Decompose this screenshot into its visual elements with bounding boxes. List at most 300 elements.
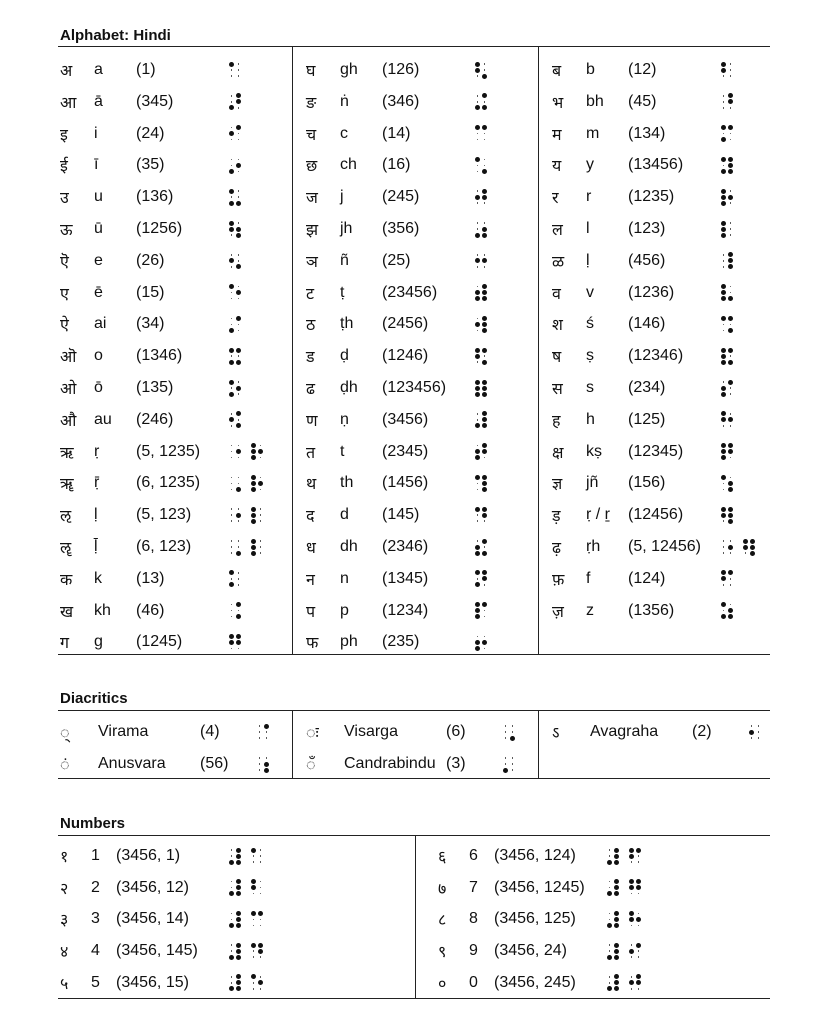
braille-cell [720,506,734,524]
braille-cell [720,474,734,492]
devanagari-char: उ [60,190,69,208]
braille-dot-raised [235,232,242,238]
braille-dot-empty [720,582,727,588]
braille-dot-empty [474,327,481,333]
braille-dot-raised [481,296,488,302]
devanagari-char: न [306,571,315,589]
braille-dot-raised [727,359,734,365]
dot-numbers: (3456, 1245) [494,878,585,896]
braille-cells [474,506,488,524]
transliteration: Candrabindu [344,755,436,772]
dot-numbers: (123456) [382,379,447,396]
braille-cell [256,755,270,773]
braille-dot-raised [509,735,516,741]
braille-cell [228,93,242,111]
braille-dot-empty [257,455,264,461]
braille-cell [720,379,734,397]
braille-cells [228,506,264,524]
braille-dot-empty [474,73,481,79]
devanagari-char: ट [306,285,315,303]
braille-cell [474,379,488,397]
braille-cell [250,942,264,960]
braille-dot-empty [235,582,242,588]
devanagari-char: ज्ञ [552,476,563,494]
braille-dot-raised [481,327,488,333]
braille-cell [250,974,264,992]
diacritics-top-rule [58,710,770,711]
dot-numbers: (1236) [628,283,675,301]
devanagari-char: म [552,126,562,144]
devanagari-char: ब [552,63,562,80]
dot-numbers: (5, 12456) [628,538,701,555]
devanagari-char: ल [552,222,563,239]
dot-numbers: (16) [382,156,411,174]
devanagari-char: ज [306,190,318,208]
braille-dot-raised [606,922,613,928]
braille-cell [628,910,642,928]
braille-cell [474,506,488,524]
dot-numbers: (3456, 15) [116,973,189,991]
devanagari-char: ५ [60,975,69,993]
dot-numbers: (1245) [136,633,183,651]
transliteration: gh [340,61,358,78]
devanagari-char: द [306,508,315,526]
braille-cells [606,910,642,928]
braille-dot-empty [257,486,264,492]
braille-dot-empty [755,735,762,741]
braille-cell [720,61,734,79]
braille-dot-empty [628,859,635,865]
transliteration: ō [94,379,103,396]
braille-cell [720,411,734,429]
transliteration: kh [94,601,111,619]
braille-dot-empty [250,891,257,897]
dot-numbers: (126) [382,61,420,78]
dot-numbers: (125) [628,410,666,428]
braille-dot-raised [235,200,242,206]
braille-dot-empty [228,645,235,651]
dot-numbers: (3456, 124) [494,847,576,864]
braille-cell [228,252,242,270]
braille-dot-empty [228,486,235,492]
devanagari-char: अ [60,63,73,80]
braille-dot-empty [635,859,642,865]
dot-numbers: (25) [382,251,411,269]
devanagari-char: ख [60,603,74,621]
braille-dot-empty [250,859,257,865]
braille-dot-empty [228,455,235,461]
braille-cell [720,347,734,365]
braille-dot-raised [720,296,727,302]
braille-cells [720,411,734,429]
braille-cells [474,633,488,651]
transliteration: b [586,61,595,78]
braille-dot-raised [250,518,257,524]
devanagari-char: छ [306,158,318,176]
braille-dot-empty [481,264,488,270]
braille-cell [720,93,734,111]
braille-cells [606,879,642,897]
braille-cell [720,125,734,143]
braille-cell [228,910,242,928]
braille-dot-empty [250,986,257,992]
devanagari-char: ज़ [552,603,564,621]
braille-dot-empty [727,200,734,206]
braille-dot-raised [613,954,620,960]
transliteration: g [94,633,103,651]
devanagari-char: स [552,381,563,398]
braille-dot-empty [235,455,242,461]
braille-cell [474,602,488,620]
braille-dot-empty [481,137,488,143]
braille-dot-raised [228,922,235,928]
braille-cells [720,156,734,174]
transliteration: v [586,283,594,301]
dot-numbers: (136) [136,188,174,206]
braille-dot-raised [474,582,481,588]
braille-dot-raised [250,455,257,461]
numbers-divider [415,836,416,998]
braille-cell [474,125,488,143]
braille-dot-raised [228,105,235,111]
braille-cell [720,315,734,333]
braille-dot-raised [481,168,488,174]
braille-cells [474,443,488,461]
braille-cells [474,570,488,588]
braille-cell [742,538,756,556]
braille-dot-empty [720,486,727,492]
braille-cell [228,347,242,365]
braille-dot-raised [235,550,242,556]
dot-numbers: (2345) [382,442,429,460]
braille-dot-empty [635,986,642,992]
braille-dot-raised [613,922,620,928]
braille-dot-raised [720,455,727,461]
braille-dot-raised [606,954,613,960]
dot-numbers: (146) [628,315,666,333]
devanagari-char: ए [60,285,69,303]
devanagari-char: ◌् [60,725,70,742]
dot-numbers: (26) [136,251,165,269]
devanagari-char: ७ [438,880,447,898]
braille-cell [250,879,264,897]
dot-numbers: (2346) [382,538,429,555]
braille-dot-raised [474,391,481,397]
braille-dot-empty [720,327,727,333]
braille-cell [502,723,516,741]
dot-numbers: (1235) [628,188,675,206]
dot-numbers: (3456, 1) [116,847,181,864]
devanagari-char: ष [552,349,562,367]
braille-cells [474,156,488,174]
braille-cell [606,879,620,897]
braille-dot-raised [749,550,756,556]
devanagari-char: आ [60,94,77,112]
braille-cells [720,443,734,461]
braille-dot-empty [727,455,734,461]
dot-numbers: (346) [382,92,420,110]
braille-cell [720,570,734,588]
braille-cell [720,252,734,270]
dot-numbers: (3456, 14) [116,910,189,928]
braille-dot-empty [228,73,235,79]
braille-cell [228,443,242,461]
dot-numbers: (45) [628,92,657,110]
dot-numbers: (6) [446,723,466,740]
braille-cell [628,847,642,865]
transliteration: c [340,124,348,142]
transliteration: y [586,156,594,174]
devanagari-char: ध [306,540,316,557]
braille-cell [474,538,488,556]
braille-cells [228,61,242,79]
braille-dot-raised [228,891,235,897]
braille-cells [720,220,734,238]
alphabet-title: Alphabet: Hindi [60,27,171,44]
dot-numbers: (356) [382,220,420,237]
dot-numbers: (1346) [136,347,183,365]
devanagari-char: ८ [438,912,447,930]
braille-cells [474,602,488,620]
transliteration: 8 [469,910,478,928]
braille-dot-empty [474,359,481,365]
braille-dot-empty [235,137,242,143]
braille-dot-empty [474,264,481,270]
devanagari-char: व [552,285,561,303]
braille-cells [228,474,264,492]
dot-numbers: (23456) [382,283,438,301]
braille-dot-empty [474,486,481,492]
devanagari-char: थ [306,476,317,494]
transliteration: ṛ [94,442,100,460]
braille-dot-empty [235,518,242,524]
braille-dot-empty [481,645,488,651]
braille-dot-empty [256,767,263,773]
transliteration: ñ [340,251,349,269]
braille-cells [474,315,488,333]
transliteration: i [94,124,98,142]
transliteration: ā [94,92,103,110]
braille-dot-empty [263,735,270,741]
devanagari-char: घ [306,63,316,80]
braille-dot-empty [228,550,235,556]
braille-dot-raised [235,859,242,865]
braille-cell [720,156,734,174]
braille-cells [228,910,264,928]
braille-cells [474,61,488,79]
devanagari-char: श [552,317,563,335]
braille-dot-empty [228,614,235,620]
devanagari-char: ९ [438,944,447,962]
braille-cells [474,474,488,492]
braille-cells [474,252,488,270]
braille-cells [474,125,488,143]
braille-cell [228,220,242,238]
braille-cell [720,188,734,206]
braille-dot-empty [257,922,264,928]
dot-numbers: (6, 123) [136,538,192,555]
braille-cells [748,723,762,741]
braille-cells [502,755,516,773]
braille-dot-empty [257,986,264,992]
transliteration: ph [340,633,358,651]
braille-cells [228,602,242,620]
transliteration: j [340,188,344,206]
braille-dot-raised [228,168,235,174]
devanagari-char: ओ [60,381,77,398]
braille-cell [250,538,264,556]
devanagari-char: ग [60,635,70,653]
transliteration: dh [340,538,358,555]
braille-cell [228,942,242,960]
braille-dot-empty [727,105,734,111]
braille-cells [474,411,488,429]
dot-numbers: (15) [136,283,165,301]
braille-dot-raised [235,614,242,620]
transliteration: t [340,442,345,460]
transliteration: ḍh [340,379,358,396]
braille-dot-raised [613,891,620,897]
transliteration: 1 [91,847,100,864]
dot-numbers: (1456) [382,474,429,492]
devanagari-char: फ़ [552,571,565,589]
transliteration: 7 [469,878,478,896]
dot-numbers: (3456, 12) [116,878,189,896]
braille-cells [228,633,242,651]
braille-cell [228,474,242,492]
braille-dot-empty [727,423,734,429]
braille-dot-empty [257,518,264,524]
braille-dot-empty [235,105,242,111]
devanagari-char: च [306,126,317,144]
braille-dot-raised [481,550,488,556]
braille-cells [228,538,264,556]
braille-dot-raised [481,73,488,79]
devanagari-char: १ [60,849,69,866]
braille-dot-empty [628,891,635,897]
transliteration: 2 [91,878,100,896]
dot-numbers: (1234) [382,601,429,619]
braille-cell [228,284,242,302]
diacritics-bottom-rule [58,778,770,779]
dot-numbers: (2456) [382,315,429,333]
braille-dot-raised [474,645,481,651]
braille-dot-raised [727,327,734,333]
braille-dot-empty [235,168,242,174]
dot-numbers: (3456, 125) [494,910,576,928]
transliteration: u [94,188,103,206]
alphabet-divider [292,47,293,654]
braille-dot-empty [235,391,242,397]
devanagari-char: ऋ [60,444,74,462]
braille-dot-empty [228,518,235,524]
braille-dot-raised [720,200,727,206]
transliteration: au [94,410,112,428]
braille-dot-empty [235,73,242,79]
transliteration: Avagraha [590,723,659,740]
braille-dot-empty [257,859,264,865]
braille-cell [474,61,488,79]
braille-cells [228,379,242,397]
dot-numbers: (24) [136,124,165,142]
dot-numbers: (235) [382,633,420,651]
braille-dot-raised [228,859,235,865]
dot-numbers: (35) [136,156,165,174]
braille-dot-raised [481,423,488,429]
braille-cells [228,252,242,270]
braille-cells [228,347,242,365]
braille-dot-raised [606,891,613,897]
devanagari-char: य [552,158,562,176]
devanagari-char: ड़ [552,508,561,526]
braille-cell [474,220,488,238]
braille-cells [474,538,488,556]
braille-dot-empty [228,264,235,270]
devanagari-char: क [60,571,73,589]
devanagari-char: ऐ [60,317,69,335]
dot-numbers: (246) [136,410,174,428]
transliteration: ś [586,315,594,333]
braille-dot-empty [509,767,516,773]
braille-dot-empty [481,582,488,588]
braille-cells [720,474,734,492]
dot-numbers: (3456, 145) [116,942,198,960]
devanagari-char: ० [438,975,447,993]
braille-dot-raised [235,264,242,270]
braille-cells [228,315,242,333]
braille-dot-raised [250,486,257,492]
braille-cell [720,602,734,620]
braille-dot-empty [257,891,264,897]
transliteration: Visarga [344,723,398,740]
devanagari-char: ड [306,349,315,367]
transliteration: 6 [469,847,478,864]
transliteration: z [586,601,594,619]
dot-numbers: (1246) [382,347,429,365]
devanagari-char: औ [60,412,77,430]
braille-cell [628,879,642,897]
devanagari-char: ◌ः [306,725,319,742]
braille-dot-raised [727,518,734,524]
braille-dot-raised [727,614,734,620]
alphabet-top-rule [58,46,770,47]
braille-cells [474,284,488,302]
numbers-bottom-rule [58,998,770,999]
braille-cell [256,723,270,741]
braille-cell [474,474,488,492]
devanagari-char: झ [306,222,319,239]
devanagari-char: फ [306,635,319,653]
dot-numbers: (14) [382,124,411,142]
braille-cell [720,220,734,238]
braille-dot-raised [474,455,481,461]
devanagari-char: ३ [60,912,69,930]
transliteration: p [340,601,349,619]
transliteration: ṅ [340,92,349,110]
braille-cells [720,188,734,206]
braille-cell [474,570,488,588]
braille-dot-raised [481,391,488,397]
braille-dot-empty [727,550,734,556]
braille-cell [228,125,242,143]
braille-dot-raised [613,986,620,992]
braille-dot-empty [742,550,749,556]
braille-dot-raised [235,954,242,960]
braille-cell [474,315,488,333]
braille-cell [228,974,242,992]
dot-numbers: (34) [136,315,165,333]
braille-cells [720,61,734,79]
